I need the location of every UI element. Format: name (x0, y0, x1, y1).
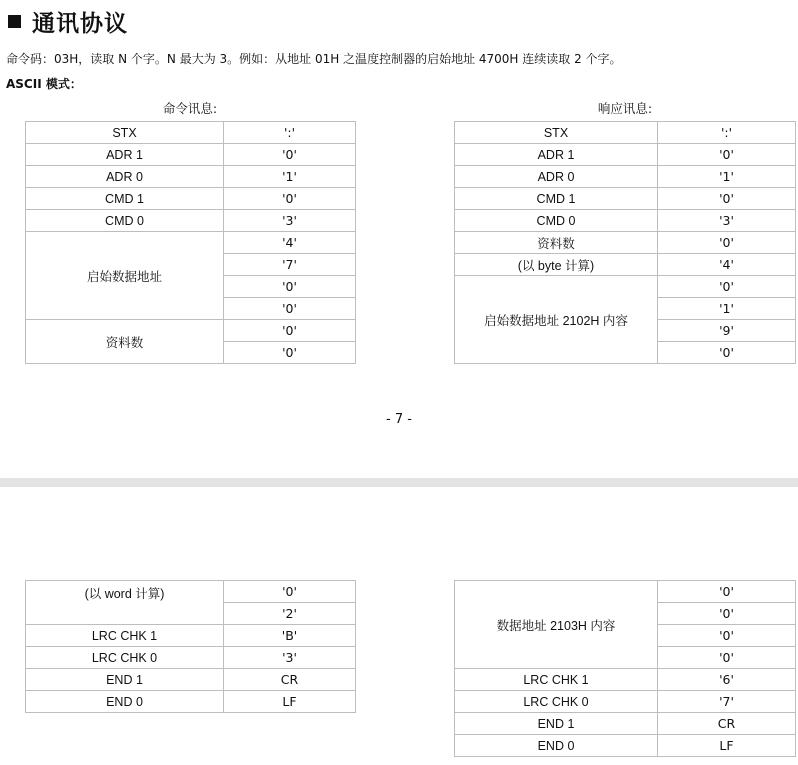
value-cell: '0' (224, 144, 356, 166)
table-row (26, 188, 356, 210)
value-cell: '3' (224, 210, 356, 232)
table-row (26, 144, 356, 166)
command-table-continued (25, 580, 356, 713)
command-description: 命令码：03H，读取 N 个字。N 最大为 3。例如：从地址 01H 之温度控制器的启始地址 4700H 连续读取 2 个字。 (6, 52, 622, 66)
table-row (455, 735, 796, 757)
field-cell: ADR 1 (26, 144, 224, 166)
value-cell: ':' (224, 122, 356, 144)
value-cell: '0' (658, 232, 796, 254)
value-cell: '0' (224, 276, 356, 298)
field-cell: (以 byte 计算) (455, 254, 658, 276)
value-cell: '0' (224, 581, 356, 603)
value-cell: '1' (658, 298, 796, 320)
response-table (454, 121, 796, 364)
field-cell: 资料数 (26, 320, 224, 364)
table-row (455, 232, 796, 254)
table-row (455, 210, 796, 232)
table-row (455, 669, 796, 691)
value-cell: '0' (658, 581, 796, 603)
section-title: 通讯协议 (32, 10, 128, 37)
section-heading (6, 4, 128, 38)
table-row (455, 144, 796, 166)
value-cell: '1' (224, 166, 356, 188)
page-number: - 7 - (386, 412, 412, 427)
table-row (26, 581, 356, 603)
table-row (455, 713, 796, 735)
field-cell: END 1 (26, 669, 224, 691)
command-table (25, 121, 356, 364)
field-cell: ADR 0 (26, 166, 224, 188)
value-cell: '0' (658, 342, 796, 364)
table-row (26, 210, 356, 232)
table-row (455, 276, 796, 298)
field-cell: STX (455, 122, 658, 144)
table-row (26, 320, 356, 342)
field-cell: 资料数 (455, 232, 658, 254)
value-cell: '0' (224, 342, 356, 364)
field-cell: (以 word 计算) (26, 581, 224, 625)
table-row (26, 669, 356, 691)
value-cell: '1' (658, 166, 796, 188)
table-row (455, 188, 796, 210)
value-cell: '0' (658, 625, 796, 647)
table-row (26, 122, 356, 144)
table-row (455, 166, 796, 188)
field-cell: CMD 0 (455, 210, 658, 232)
field-cell: 启始数据地址 2102H 内容 (455, 276, 658, 364)
value-cell: LF (658, 735, 796, 757)
value-cell: CR (658, 713, 796, 735)
field-cell: 启始数据地址 (26, 232, 224, 320)
value-cell: '6' (658, 669, 796, 691)
value-cell: ':' (658, 122, 796, 144)
field-cell: LRC CHK 0 (26, 647, 224, 669)
value-cell: 'B' (224, 625, 356, 647)
table-row (26, 232, 356, 254)
value-cell: '3' (224, 647, 356, 669)
field-cell: ADR 0 (455, 166, 658, 188)
value-cell: '7' (658, 691, 796, 713)
value-cell: '0' (658, 276, 796, 298)
value-cell: LF (224, 691, 356, 713)
table-row (455, 581, 796, 603)
field-cell: END 0 (455, 735, 658, 757)
field-cell: LRC CHK 1 (26, 625, 224, 647)
table-row (26, 625, 356, 647)
field-cell: CMD 1 (455, 188, 658, 210)
field-cell: CMD 1 (26, 188, 224, 210)
table-row (26, 166, 356, 188)
value-cell: '0' (658, 144, 796, 166)
command-caption: 命令讯息: (162, 101, 218, 116)
value-cell: CR (224, 669, 356, 691)
field-cell: STX (26, 122, 224, 144)
page-divider (0, 478, 798, 487)
table-row (26, 691, 356, 713)
value-cell: '0' (658, 188, 796, 210)
value-cell: '0' (224, 298, 356, 320)
field-cell: CMD 0 (26, 210, 224, 232)
value-cell: '0' (658, 647, 796, 669)
table-row (455, 254, 796, 276)
table-row (26, 647, 356, 669)
field-cell: LRC CHK 0 (455, 691, 658, 713)
value-cell: '9' (658, 320, 796, 342)
value-cell: '2' (224, 603, 356, 625)
table-row (455, 691, 796, 713)
field-cell: 数据地址 2103H 内容 (455, 581, 658, 669)
value-cell: '4' (224, 232, 356, 254)
mode-label: ASCII 模式： (6, 77, 82, 91)
value-cell: '0' (658, 603, 796, 625)
table-row (455, 122, 796, 144)
field-cell: END 0 (26, 691, 224, 713)
value-cell: '3' (658, 210, 796, 232)
value-cell: '7' (224, 254, 356, 276)
field-cell: ADR 1 (455, 144, 658, 166)
field-cell: END 1 (455, 713, 658, 735)
response-table-continued (454, 580, 796, 757)
value-cell: '0' (224, 188, 356, 210)
value-cell: '4' (658, 254, 796, 276)
value-cell: '0' (224, 320, 356, 342)
square-bullet-icon (8, 15, 21, 28)
field-cell: LRC CHK 1 (455, 669, 658, 691)
response-caption: 响应讯息: (597, 101, 653, 116)
